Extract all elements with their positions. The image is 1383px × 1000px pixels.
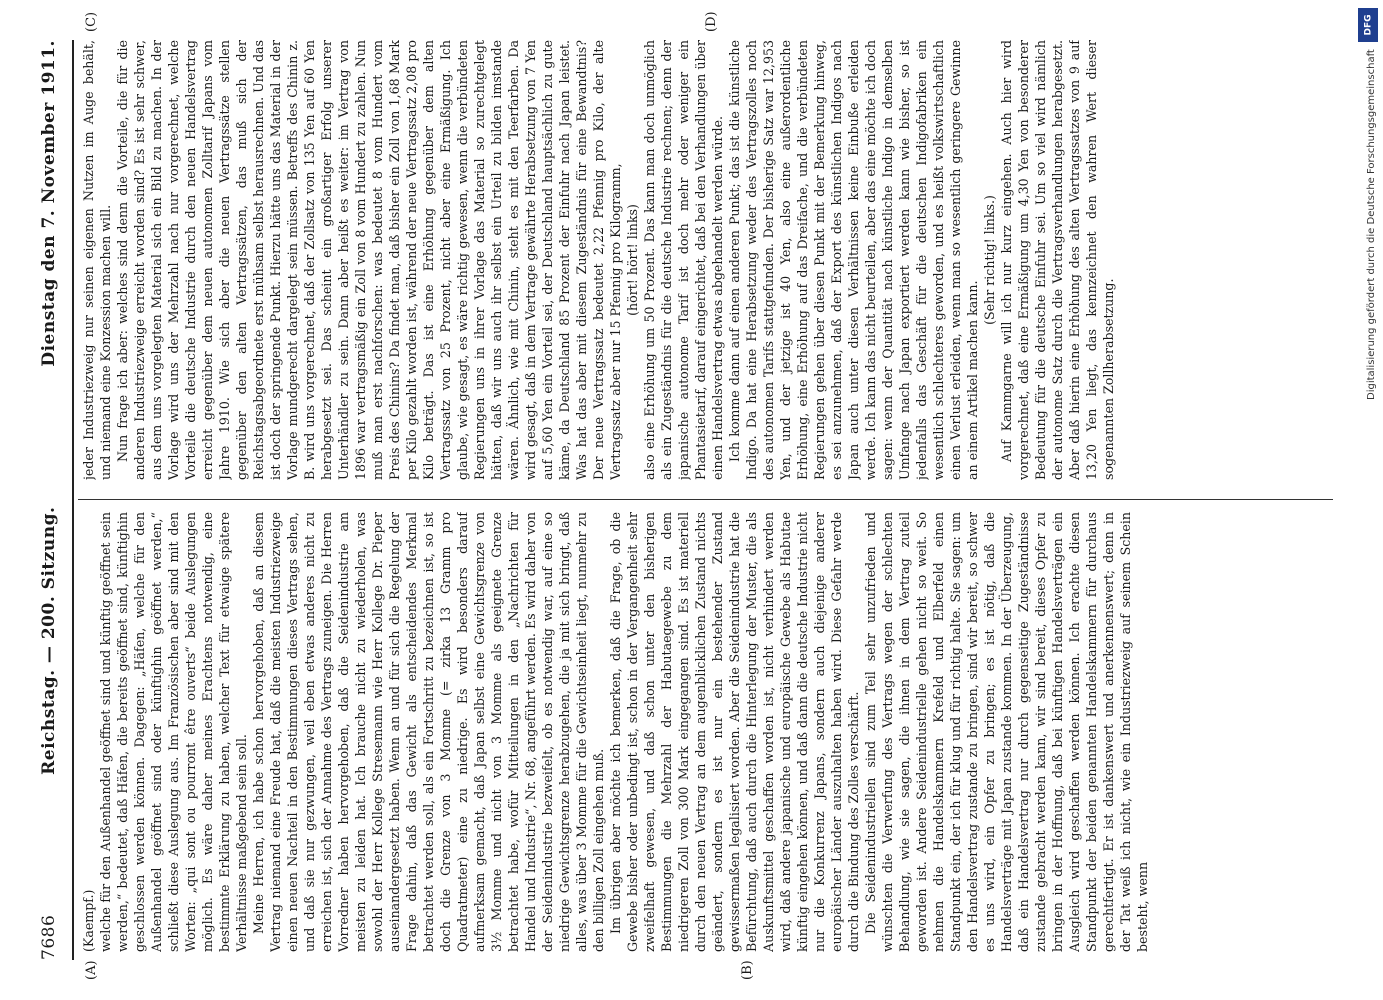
page-title-left: Reichstag. — 200. Sitzung. [39, 506, 59, 775]
paragraph: jeder Industriezweig nur seinen eigenen Nutzen im Auge behält, und niemand eine Konzession machen will. [81, 40, 113, 480]
paragraph: Ich komme dann auf einen anderen Punkt; das ist die künstliche Indigo. Da hat eine Herabsetzung weder des Vertragszolles noch des autonomen Tarifs stattgefunden. Der bisherige Satz war 12,953 Yen, und der jetzige ist 40 Yen, also eine außerordentliche Erhöhung, eine Erhöhung auf das Dreifache, und die verbündeten Regierungen gehen über diesen Punkt mit der Bemerkung hinweg, es sei anzunehmen, daß der Export des künstlichen Indigos nach Japan auch unter diesen Verhältnissen keine Einbuße erleiden werde. Ich kann das nicht beurteilen, aber das eine möchte ich doch sagen: wenn der Quantität nach künstliche Indigo in demselben Umfange nach Japan exportiert werden kann wie bisher, so ist jedenfalls das Geschäft für die deutschen Indigofabriken ein wesentlich schlechteres geworden, und es heißt volkswirtschaftlich einen Verlust erleiden, wenn man so wesentlich geringere Gewinne an einem Artikel machen kann. [727, 40, 980, 480]
dfg-logo: DFG [1358, 8, 1378, 42]
paragraph: Meine Herren, ich habe schon hervorgehoben, daß an diesem Vertrag niemand eine Freude hat, daß die meisten Industriezweige einen neuen Nachteil in den Bestimmungen dieses Vertrags sehen, und daß sie nur gezwungen, weil eben etwas anderes nicht zu erreichen ist, sich der Annahme des Vertrags zuneigen. Die Herren Vorredner haben hervorgehoben, daß die Seidenindustrie am meisten zu leiden hat. Ich brauche nicht zu wiederholen, was sowohl der Herr Kollege Stresemann wie Herr Kollege Dr. Pieper auseinandergesetzt haben. Wenn an und für sich die Regelung der Frage dahin, daß das Gewicht als entscheidendes Merkmal betrachtet werden soll, als ein Fortschritt zu bezeichnen ist, so ist doch die Grenze von 3 Momme (= zirka 13 Gramm pro Quadratmeter) eine zu niedrige. Es wird besonders darauf aufmerksam gemacht, daß Japan selbst eine Gewichtsgrenze von 3½ Momme und nicht von 3 Momme als geeignete Grenze betrachtet habe, wofür Mitteilungen in den „Nachrichten für Handel und Industrie“, Nr. 68, angeführt werden. Es wird daher von der Seidenindustrie bezweifelt, ob es notwendig war, auf eine so niedrige Gewichtsgrenze herabzugehen, die ja mit sich bringt, daß alles, was über 3 Momme für die Gewichtseinheit liegt, nunmehr zu den billigen Zoll eingehen muß. [251, 512, 606, 952]
interjection: (hört! hört! links) [625, 204, 640, 316]
page-header [32, 40, 66, 960]
paragraph: Im übrigen aber möchte ich bemerken, daß die Frage, ob die Gewebe bisher oder unbedingt ist, schon in der Vergangenheit sehr zweifelhaft gewesen, und daß schon unter den bisherigen Bestimmungen die Mehrzahl der Habutaegewebe zu dem niedrigeren Zoll von 300 Mark eingegangen sind. Es ist materiell durch den neuen Vertrag an dem augenblicklichen Zustand nichts geändert, sondern es ist nur ein bestehender Zustand gewissermaßen legalisiert worden. Aber die Seidenindustrie hat die Befürchtung, daß auch durch die Hinterlegung der Muster, die als Auskunftsmittel geschaffen worden ist, nicht verhindert werden wird, daß andere japanische und europäische Gewebe als Habutae künftig eingehen können, und daß dann die deutsche Industrie nicht nur die Konkurrenz Japans, sondern auch diejenige anderer europäischer Länder auszuhalten haben wird. Diese Gefahr werde durch die Bindung des Zolles verschärft. [608, 512, 861, 952]
paragraph: Nun frage ich aber: welches sind denn die Vorteile, die für die anderen Industriezweige erreicht worden sind? Es ist sehr schwer, aus dem uns vorgelegten Material sich ein Bild zu machen. In der Vorlage wird uns der Mehrzahl nach nur vorgerechnet, welche Vorteile die deutsche Industrie durch den neuen Handelsvertrag erreicht gegenüber dem neuen autonomen Zolltarif Japans vom Jahre 1910. Wie sich aber die neuen Vertragssätze stellen gegenüber den alten Vertragssätzen, das muß sich der Reichstagsabgeordnete erst mühsam selbst herausrechnen. Und das ist doch der springende Punkt. Hierzu hätte uns das Material in der Vorlage mundgerecht dargelegt sein müssen. Betreffs des Chinin z. B. wird uns vorgerechnet, daß der Zollsatz von 135 Yen auf 60 Yen herabgesetzt sei. Das scheint ein großartiger Erfolg unserer Unterhändler zu sein. Dann aber heißt es weiter: im Vertrag von 1896 war vertragsmäßig ein Zoll von 8 vom Hundert zu zahlen. Nun muß man erst nachforschen: was bedeutet 8 vom Hundert vom Preis des Chinins? Da findet man, daß bisher ein Zoll von 1,68 Mark per Kilo gezahlt worden ist, während der neue Vertragssatz 2,08 pro Kilo beträgt. Das ist eine Erhöhung gegenüber dem alten Vertragssatz von 25 Prozent, nicht aber eine Ermäßigung. Ich glaube, wie gesagt, es wäre richtig gewesen, wenn die verbündeten Regierungen uns in ihrer Vorlage das Material so zurechtgelegt hätten, daß wir uns auch ihr selbst ein Urteil zu bilden imstande wären. Ähnlich, wie mit Chinin, steht es mit den Teerfarben. Da wird gesagt, daß in dem Vertrage gewährte Herabsetzung von 7 Yen auf 5,60 Yen ein Vorteil sei, der Deutschland hauptsächlich zu gute käme, da Deutschland 85 Prozent der Einfuhr nach Japan leistet. Was hat das aber mit diesem Zugeständnis für eine Bewandtnis? Der neue Vertragssatz bedeutet 2,22 Pfennig pro Kilo, der alte Vertragssatz aber nur 15 Pfennig pro Kilogramm, [115, 40, 623, 480]
speaker-label: (Kaempf.) [81, 889, 96, 952]
right-column [80, 40, 1333, 480]
page-number: 7686 [39, 914, 59, 960]
digitization-credit: Digitalisierung gefördert durch die Deutsche Forschungsgemeinschaft [1366, 49, 1377, 400]
paragraph: Auf Kammgarne will ich nur kurz eingehen. Auch hier wird vorgerechnet, daß eine Ermäßigung um 4,30 Yen von besonderer Bedeutung für die deutsche Einfuhr sei. Um so viel wird nämlich der autonome Satz durch die Vertragsverhandlungen herabgesetzt. Aber daß hierin eine Erhöhung des alten Vertragssatzes von 9 auf 13,20 Yen liegt, das kennzeichnet den wahren Wert dieser sogenannten Zollherabsetzung. [999, 40, 1116, 480]
margin-marker-d: (D) [704, 11, 719, 32]
paragraph: welche für den Außenhandel geöffnet sind und künftig geöffnet sein werden,“ bedeutet, daß Häfen, die bereits geöffnet sind, künftighin geschlossen werden können. Dagegen: „Häfen, welche für den Außenhandel geöffnet sind oder künftighin geöffnet werden,“ schließt diese Auslegung aus. Im Französischen aber sind mit den Worten: „qui sont ou pourront être ouverts“ beide Auslegungen möglich. Es wäre daher meines Erachtens notwendig, eine bestimmte Erklärung zu haben, welcher Text für etwaige spätere Verhältnisse maßgebend sein soll. [98, 512, 249, 952]
paragraph: also eine Erhöhung um 50 Prozent. Das kann man doch unmöglich als ein Zugeständnis für die deutsche Industrie rechnen; denn der japanische autonome Tarif ist doch mehr oder weniger ein Phantasietarif, darauf eingerichtet, daß bei den Verhandlungen über einen Handelsvertrag etwas abgehandelt werden würde. [642, 40, 725, 480]
column-divider [78, 499, 1333, 500]
margin-marker-c: (C) [84, 11, 99, 32]
margin-marker-a: (A) [84, 960, 99, 980]
left-column [80, 512, 1333, 952]
margin-marker-b: (B) [740, 960, 755, 980]
page-title-right: Dienstag den 7. November 1911. [39, 40, 59, 367]
header-rule [72, 40, 74, 960]
interjection: (Sehr richtig! links.) [982, 195, 997, 325]
paragraph: Die Seidenindustriellen sind zum Teil sehr unzufrieden und wünschten die Verwerfung des Vertrags wegen der schlechten Behandlung, wie sie sagen, die ihnen in dem Vertrag zuteil geworden ist. Andere Seidenindustrielle gehen nicht so weit. So nehmen die Handelskammern Krefeld und Elberfeld einen Standpunkt ein, der ich für klug und für richtig halte. Sie sagen: um den Handelsvertrag zustande zu bringen, sind wir bereit, so schwer es uns wird, ein Opfer zu bringen; es ist nötig, daß die Handelsverträge mit Japan zustande kommen. In der Überzeugung, daß ein Handelsvertrag nur durch gegenseitige Zugeständnisse zustande gebracht werden kann, wir sind bereit, dieses Opfer zu bringen in der Hoffnung, daß bei künftigen Handelsverträgen ein Ausgleich wird geschaffen werden können. Ich erachte diesen Standpunkt der beiden genannten Handelskammern für durchaus gerechtfertigt. Er ist dankenswert und anerkennenswert; denn in der Tat weiß ich nicht, wie ein Industriezweig auf seinem Schein besteht, wenn [863, 512, 1150, 952]
